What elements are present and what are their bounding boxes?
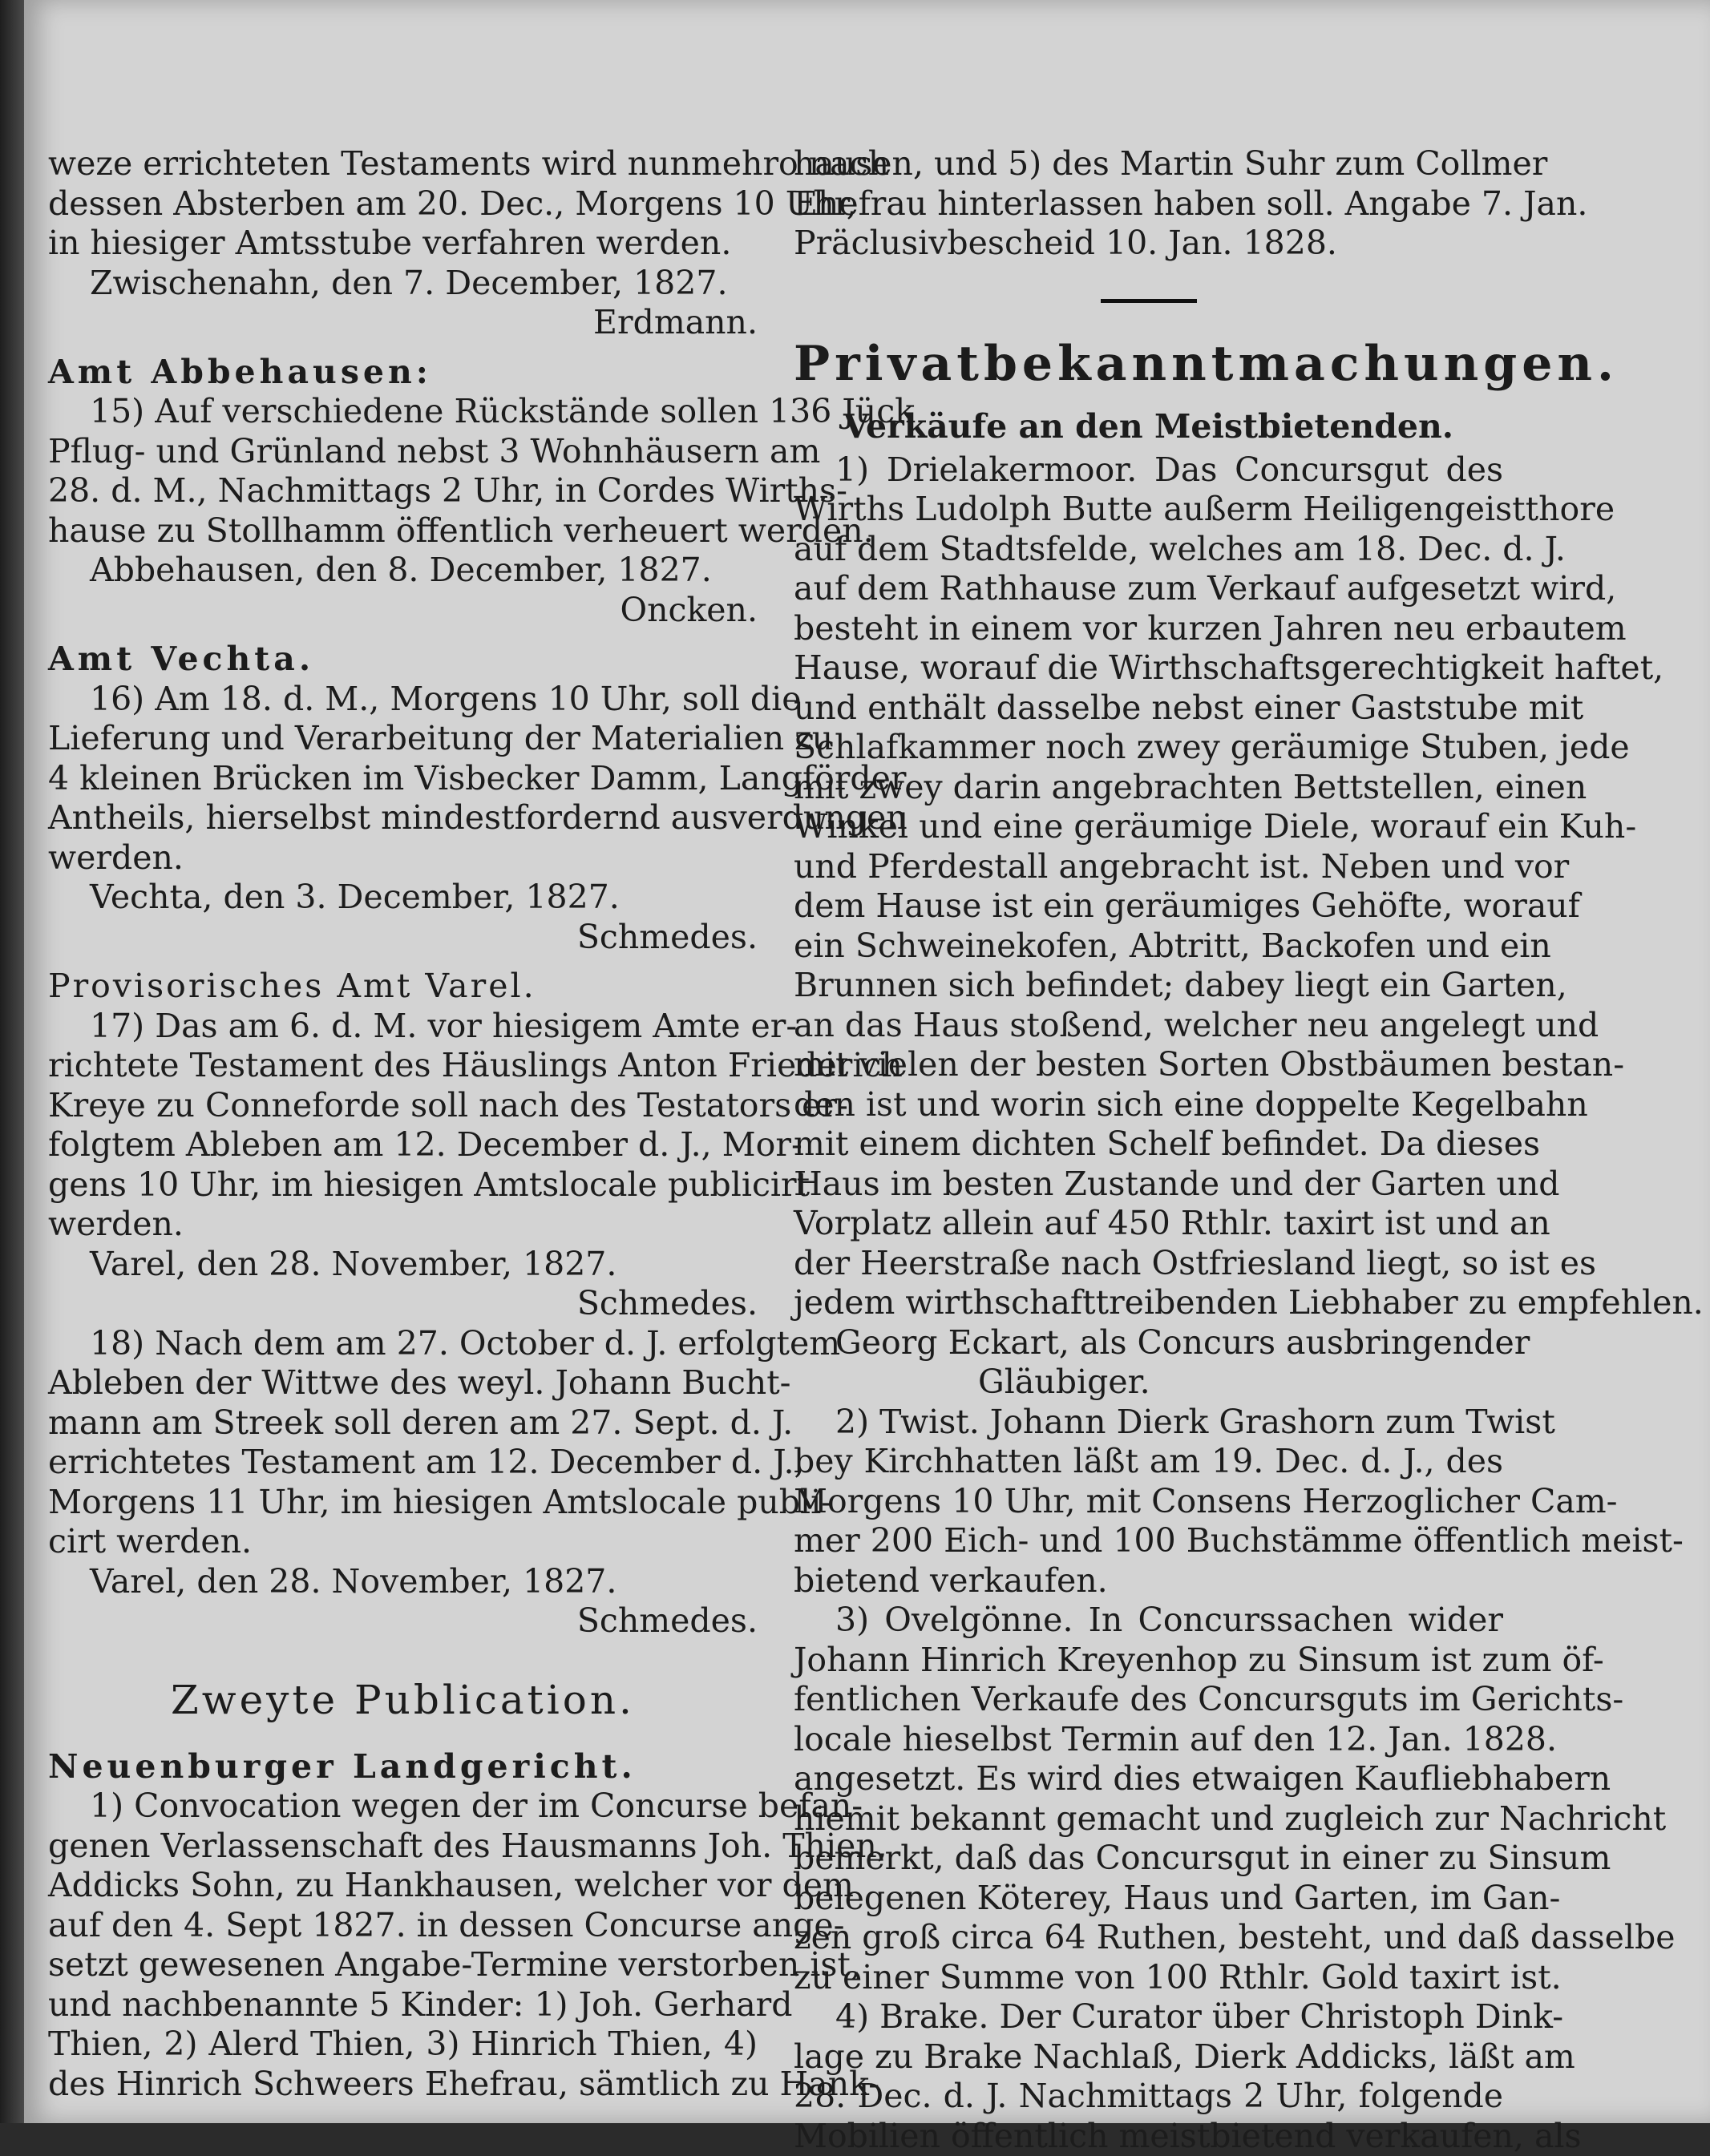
- office-heading: Provisorisches Amt Varel.: [48, 967, 758, 1007]
- text-line: Schlafkammer noch zwey geräumige Stuben, jede: [794, 728, 1503, 768]
- text-line: Ehefrau hinterlassen haben soll. Angabe 7. Jan.: [794, 184, 1503, 224]
- text-line: Vorplatz allein auf 450 Rthlr. taxirt ist und an: [794, 1204, 1503, 1244]
- signature: Schmedes.: [48, 1601, 758, 1641]
- text-line: 4 kleinen Brücken im Visbecker Damm, Langförder: [48, 759, 758, 799]
- text-line: Thien, 2) Alerd Thien, 3) Hinrich Thien, 4): [48, 2025, 758, 2065]
- text-line: besteht in einem vor kurzen Jahren neu erbautem: [794, 609, 1503, 649]
- text-line: an das Haus stoßend, welcher neu angelegt und: [794, 1006, 1503, 1046]
- text-line: mer 200 Eich- und 100 Buchstämme öffentlich meist-: [794, 1521, 1503, 1561]
- text-line: Pflug- und Grünland nebst 3 Wohnhäusern am: [48, 432, 758, 472]
- notice-vechta: [48, 640, 758, 957]
- text-line: genen Verlassenschaft des Hausmanns Joh. Thien,: [48, 1827, 758, 1867]
- text-line: und Pferdestall angebracht ist. Neben und vor: [794, 847, 1503, 887]
- text-line: Ableben der Wittwe des weyl. Johann Bucht-: [48, 1363, 758, 1403]
- opening-notice: [48, 144, 758, 343]
- text-line: 1) Drielakermoor. Das Concursgut des: [794, 450, 1503, 491]
- text-line: Kreye zu Conneforde soll nach des Testators er-: [48, 1086, 758, 1126]
- signature: Georg Eckart, als Concurs ausbringender: [794, 1323, 1503, 1363]
- signature: Schmedes.: [48, 1284, 758, 1324]
- text-line: werden.: [48, 1205, 758, 1245]
- place-date: Zwischenahn, den 7. December, 1827.: [48, 264, 758, 304]
- section-heading: Privatbekanntmachungen.: [794, 325, 1503, 402]
- text-line: 2) Twist. Johann Dierk Grashorn zum Twist: [794, 1403, 1503, 1443]
- sale-item-4: [794, 1997, 1503, 2156]
- sale-item-1: [794, 450, 1503, 1403]
- signature: Gläubiger.: [794, 1363, 1503, 1403]
- text-line: zen groß circa 64 Ruthen, besteht, und daß dasselbe: [794, 1918, 1503, 1958]
- text-line: und nachbenannte 5 Kinder: 1) Joh. Gerhard: [48, 1985, 758, 2025]
- text-line: in hiesiger Amtsstube verfahren werden.: [48, 224, 758, 264]
- continuation-notice: [794, 144, 1503, 264]
- text-line: setzt gewesenen Angabe-Termine verstorben ist,: [48, 1945, 758, 1985]
- text-line: werden.: [48, 838, 758, 878]
- text-line: dessen Absterben am 20. Dec., Morgens 10 Uhr,: [48, 184, 758, 224]
- office-heading: Amt Abbehausen:: [48, 353, 758, 393]
- text-line: dem Hause ist ein geräumiges Gehöfte, worauf: [794, 886, 1503, 927]
- place-date: Vechta, den 3. December, 1827.: [48, 878, 758, 918]
- text-line: Addicks Sohn, zu Hankhausen, welcher vor dem: [48, 1866, 758, 1906]
- text-line: bemerkt, daß das Concursgut in einer zu Sinsum: [794, 1839, 1503, 1879]
- section-zweyte-publication: [48, 1662, 758, 2105]
- text-line: jedem wirthschafttreibenden Liebhaber zu empfehlen.: [794, 1283, 1503, 1323]
- text-line: auf dem Rathhause zum Verkauf aufgesetzt wird,: [794, 569, 1503, 609]
- text-line: hause zu Stollhamm öffentlich verheuert werden.: [48, 511, 758, 551]
- text-line: 18) Nach dem am 27. October d. J. erfolgtem: [48, 1324, 758, 1364]
- text-line: 28. Dec. d. J. Nachmittags 2 Uhr, folgende: [794, 2077, 1503, 2117]
- text-line: mit vielen der besten Sorten Obstbäumen bestan-: [794, 1045, 1503, 1085]
- text-line: lage zu Brake Nachlaß, Dierk Addicks, läßt am: [794, 2037, 1503, 2077]
- book-binding-edge: [0, 0, 24, 2123]
- notice-varel: [48, 967, 758, 1641]
- text-line: mit einem dichten Schelf befindet. Da dieses: [794, 1124, 1503, 1165]
- text-line: 3) Ovelgönne. In Concurssachen wider: [794, 1601, 1503, 1641]
- text-line: Haus im besten Zustande und der Garten und: [794, 1165, 1503, 1205]
- place-date: Abbehausen, den 8. December, 1827.: [48, 551, 758, 591]
- text-line: und enthält dasselbe nebst einer Gaststube mit: [794, 688, 1503, 729]
- signature: Oncken.: [48, 591, 758, 631]
- section-subheading: Verkäufe an den Meistbietenden.: [794, 402, 1503, 450]
- text-line: ein Schweinekofen, Abtritt, Backofen und ein: [794, 927, 1503, 967]
- text-line: den ist und worin sich eine doppelte Kegelbahn: [794, 1085, 1503, 1125]
- text-line: Morgens 11 Uhr, im hiesigen Amtslocale publi-: [48, 1483, 758, 1523]
- text-line: belegenen Köterey, Haus und Garten, im Gan-: [794, 1879, 1503, 1919]
- text-line: weze errichteten Testaments wird nunmehro nach: [48, 144, 758, 184]
- text-line: 15) Auf verschiedene Rückstände sollen 136 Jück: [48, 392, 758, 432]
- text-line: folgtem Ableben am 12. December d. J., Mor-: [48, 1125, 758, 1165]
- text-line: Winkel und eine geräumige Diele, worauf ein Kuh-: [794, 807, 1503, 847]
- text-line: Hause, worauf die Wirthschaftsgerechtigkeit haftet,: [794, 648, 1503, 688]
- text-line: Brunnen sich befindet; dabey liegt ein Garten,: [794, 966, 1503, 1006]
- text-line: der Heerstraße nach Ostfriesland liegt, so ist es: [794, 1244, 1503, 1284]
- text-line: Mobilien öffentlich meistbietend verkaufen, als: [794, 2117, 1503, 2156]
- signature: Schmedes.: [48, 918, 758, 958]
- text-line: Lieferung und Verarbeitung der Materialien zu: [48, 719, 758, 759]
- scanned-page: [24, 0, 1710, 2123]
- text-line: Wirths Ludolph Butte außerm Heiligengeistthore: [794, 490, 1503, 530]
- text-line: bey Kirchhatten läßt am 19. Dec. d. J., des: [794, 1442, 1503, 1482]
- sale-item-2: [794, 1403, 1503, 1601]
- section-heading: Zweyte Publication.: [48, 1662, 758, 1738]
- text-line: 4) Brake. Der Curator über Christoph Dink-: [794, 1997, 1503, 2037]
- text-line: Antheils, hierselbst mindestfordernd ausverdungen: [48, 798, 758, 838]
- text-line: zu einer Summe von 100 Rthlr. Gold taxirt ist.: [794, 1958, 1503, 1998]
- text-line: auf den 4. Sept 1827. in dessen Concurse ange-: [48, 1906, 758, 1946]
- text-line: mann am Streek soll deren am 27. Sept. d. J.: [48, 1403, 758, 1443]
- text-line: auf dem Stadtsfelde, welches am 18. Dec. d. J.: [794, 530, 1503, 570]
- text-line: Johann Hinrich Kreyenhop zu Sinsum ist zum öf-: [794, 1641, 1503, 1681]
- text-line: gens 10 Uhr, im hiesigen Amtslocale publicirt: [48, 1165, 758, 1205]
- text-line: mit zwey darin angebrachten Bettstellen, einen: [794, 768, 1503, 808]
- text-line: Morgens 10 Uhr, mit Consens Herzoglicher Cam-: [794, 1482, 1503, 1522]
- text-line: 28. d. M., Nachmittags 2 Uhr, in Cordes Wirths-: [48, 471, 758, 511]
- text-line: cirt werden.: [48, 1522, 758, 1562]
- sale-item-3: [794, 1601, 1503, 1997]
- signature: Erdmann.: [48, 303, 758, 343]
- text-line: des Hinrich Schweers Ehefrau, sämtlich zu Hank-: [48, 2065, 758, 2105]
- place-date: Varel, den 28. November, 1827.: [48, 1562, 758, 1602]
- text-line: errichtetes Testament am 12. December d. J.,: [48, 1443, 758, 1483]
- right-column: [794, 144, 1503, 2156]
- text-line: fentlichen Verkaufe des Concursguts im Gerichts-: [794, 1680, 1503, 1720]
- text-line: bietend verkaufen.: [794, 1561, 1503, 1601]
- court-heading: Neuenburger Landgericht.: [48, 1747, 758, 1787]
- section-divider: [1101, 299, 1197, 303]
- text-line: hausen, und 5) des Martin Suhr zum Collmer: [794, 144, 1503, 184]
- text-line: Präclusivbescheid 10. Jan. 1828.: [794, 224, 1503, 264]
- text-line: 17) Das am 6. d. M. vor hiesigem Amte er-: [48, 1007, 758, 1047]
- text-line: hiemit bekannt gemacht und zugleich zur Nachricht: [794, 1799, 1503, 1839]
- notice-abbehausen: [48, 353, 758, 631]
- office-heading: Amt Vechta.: [48, 640, 758, 680]
- text-line: 1) Convocation wegen der im Concurse befan-: [48, 1787, 758, 1827]
- place-date: Varel, den 28. November, 1827.: [48, 1245, 758, 1285]
- text-line: locale hieselbst Termin auf den 12. Jan. 1828.: [794, 1720, 1503, 1760]
- text-line: angesetzt. Es wird dies etwaigen Kaufliebhabern: [794, 1759, 1503, 1799]
- left-column: [48, 144, 758, 2104]
- text-line: 16) Am 18. d. M., Morgens 10 Uhr, soll die: [48, 680, 758, 720]
- text-line: richtete Testament des Häuslings Anton Friederich: [48, 1046, 758, 1086]
